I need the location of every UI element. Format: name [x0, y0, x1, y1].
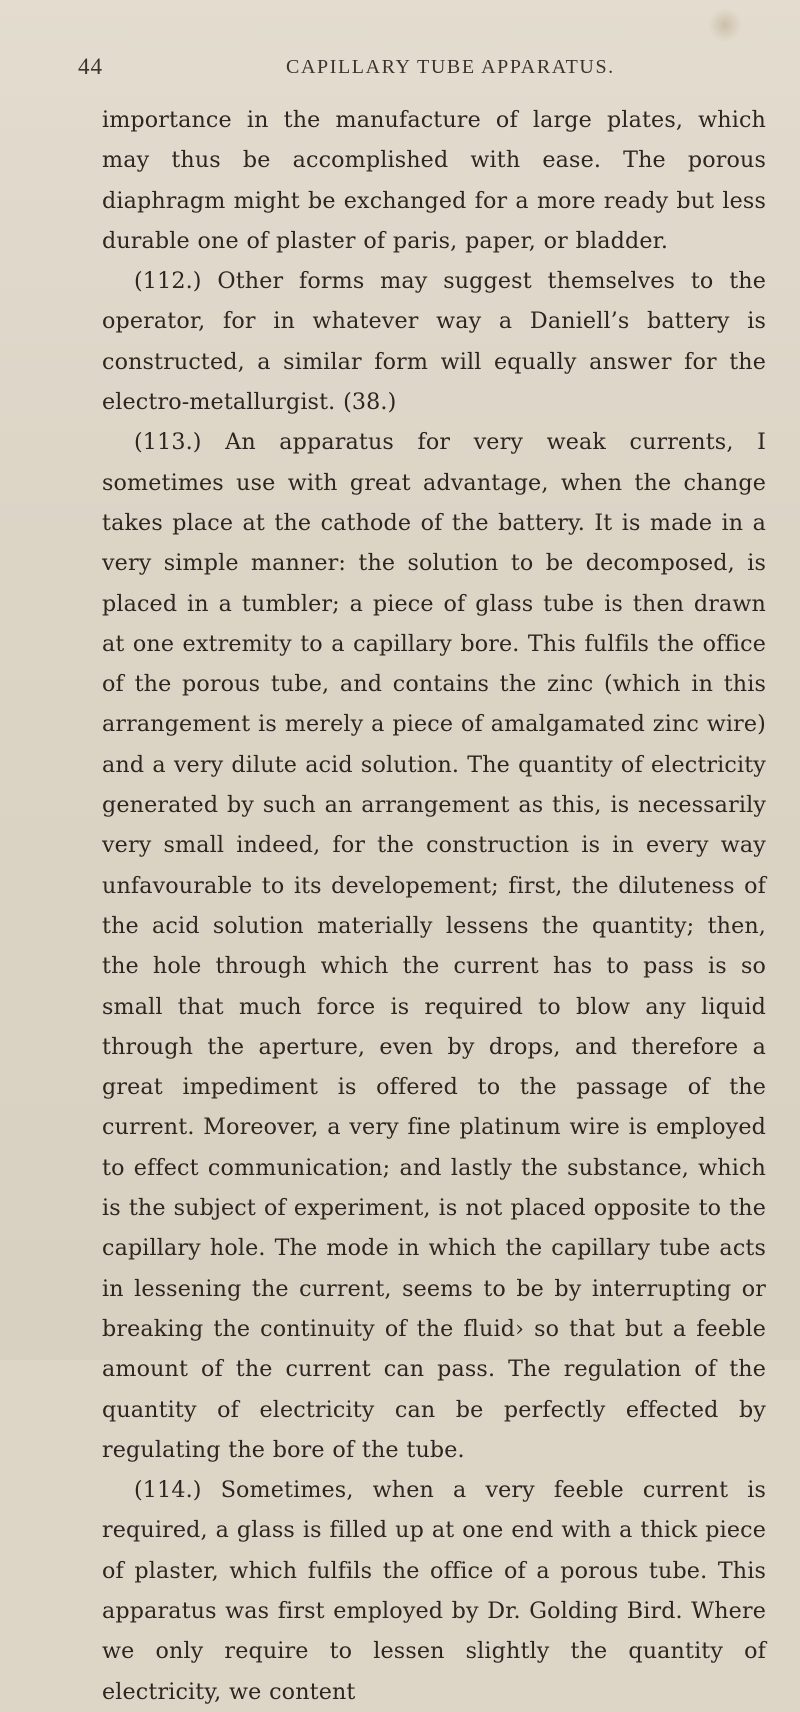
- page-number: 44: [78, 54, 103, 79]
- body-text: [102, 100, 766, 1712]
- paragraph-continued: importance in the manufacture of large plates, which may thus be accomplished with ease. The porous diaphragm might be exchanged for a more ready but less durable one of plaster of paris, paper, or bladder.: [102, 107, 766, 254]
- page-header: [78, 50, 760, 90]
- paragraph-114: (114.) Sometimes, when a very feeble current is required, a glass is filled up at one end with a thick piece of plaster, which fulfils the office of a porous tube. This apparatus was first employed by Dr. Golding Bird. Where we only require to lessen slightly the quantity of electricity, we content: [102, 1477, 766, 1705]
- running-head: CAPILLARY TUBE APPARATUS.: [286, 56, 615, 78]
- paper-stain: [708, 8, 742, 42]
- paragraph-113: (113.) An apparatus for very weak currents, I sometimes use with great advantage, when the change takes place at the cathode of the battery. It is made in a very simple manner: the solution to be decomposed, is placed in a tumbler; a piece of glass tube is then drawn at one extremity to a capillary bore. This fulfils the office of the porous tube, and contains the zinc (which in this arrangement is merely a piece of amalgamated zinc wire) and a very dilute acid solution. The quantity of electricity generated by such an arrangement as this, is necessarily very small indeed, for the construction is in every way unfavourable to its developement; first, the diluteness of the acid solution materially lessens the quantity; then, the hole through which the current has to pass is so small that much force is required to blow any liquid through the aperture, even by drops, and therefore a great impediment is offered to the passage of the current. Moreover, a very fine platinum wire is employed to effect communication; and lastly the substance, which is the subject of experiment, is not placed opposite to the capillary hole. The mode in which the capillary tube acts in lessening the current, seems to be by interrupting or breaking the continuity of the fluid› so that but a feeble amount of the current can pass. The regulation of the quantity of electricity can be perfectly effected by regulating the bore of the tube.: [102, 429, 766, 1463]
- paragraph-112: (112.) Other forms may suggest themselves to the operator, for in whatever way a Daniell’s battery is constructed, a similar form will equally answer for the electro-metallurgist. (38.): [102, 268, 766, 416]
